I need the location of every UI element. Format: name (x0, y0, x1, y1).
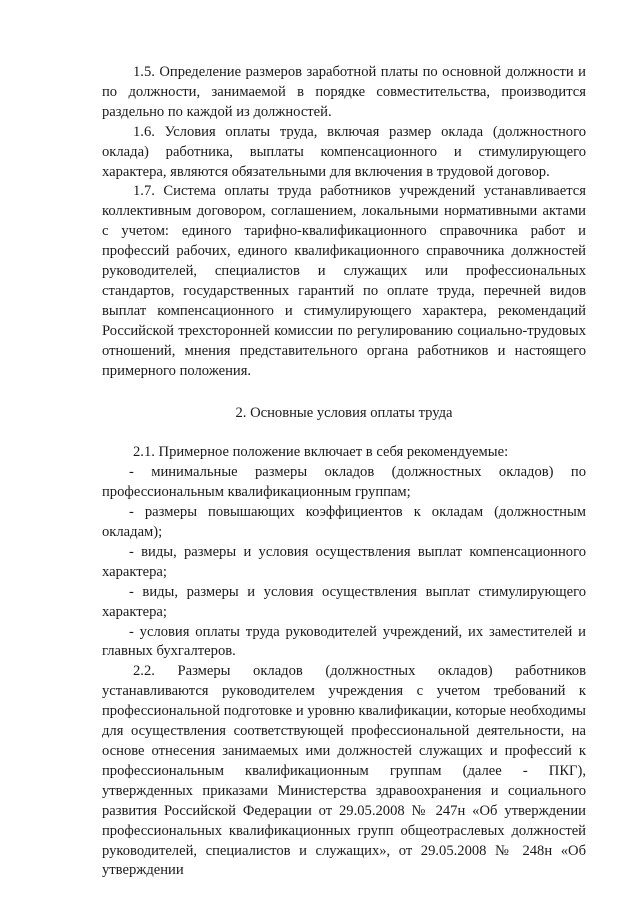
list-item: - виды, размеры и условия осуществления выплат стимулирующего характера; (102, 583, 586, 620)
paragraph-2-1: 2.1. Примерное положение включает в себя рекомендуемые: (133, 444, 509, 461)
list-item: - условия оплаты труда руководителей учреждений, их заместителей и главных бухгалтеров. (102, 623, 586, 660)
paragraph-1-5: 1.5. Определение размеров заработной платы по основной должности и по должности, занимаемой в порядке совместительства, производится раздельно по каждой из должностей. (102, 64, 586, 120)
list-item: - минимальные размеры окладов (должностных окладов) по профессиональным квалификационным группам; (102, 464, 586, 501)
list-item: - размеры повышающих коэффициентов к окладам (должностным окладам); (102, 504, 586, 541)
paragraph-1-7: 1.7. Система оплаты труда работников учреждений устанавливается коллективным договором, соглашением, локальными нормативными актами с учетом: единого тарифно-квалификационного справочника работ и профессий рабочих, единого квалификационного справочника должностей руководителей, специалистов и служащих или профессиональных стандартов, государственных гарантий по оплате труда, перечней видов выплат компенсационного и стимулирующего характера, рекомендаций Российской трехсторонней комиссии по регулированию социально-трудовых отношений, мнения представительного органа работников и настоящего примерного положения. (102, 183, 586, 379)
list-item: - виды, размеры и условия осуществления выплат компенсационного характера; (102, 543, 586, 580)
paragraph-2-2: 2.2. Размеры окладов (должностных окладов) работников устанавливаются руководителем учреждения с учетом требований к профессиональной подготовке и уровню квалификации, которые необходимы для осуществления соответствующей профессиональной деятельности, на основе отнесения занимаемых ими должностей служащих и профессий к профессиональным квалификационным группам (далее - ПКГ), утвержденных приказами Министерства здравоохранения и социального развития Российской Федерации от 29.05.2008 № 247н «Об утверждении профессиональных квалификационных групп общеотраслевых должностей руководителей, специалистов и служащих», от 29.05.2008 № 248н «Об утверждении (102, 663, 586, 879)
paragraph-1-6: 1.6. Условия оплаты труда, включая размер оклада (должностного оклада) работника, выплаты компенсационного и стимулирующего характера, являются обязательными для включения в трудовой договор. (102, 123, 586, 180)
section-heading: 2. Основные условия оплаты труда (235, 404, 453, 421)
document-page (102, 63, 586, 881)
